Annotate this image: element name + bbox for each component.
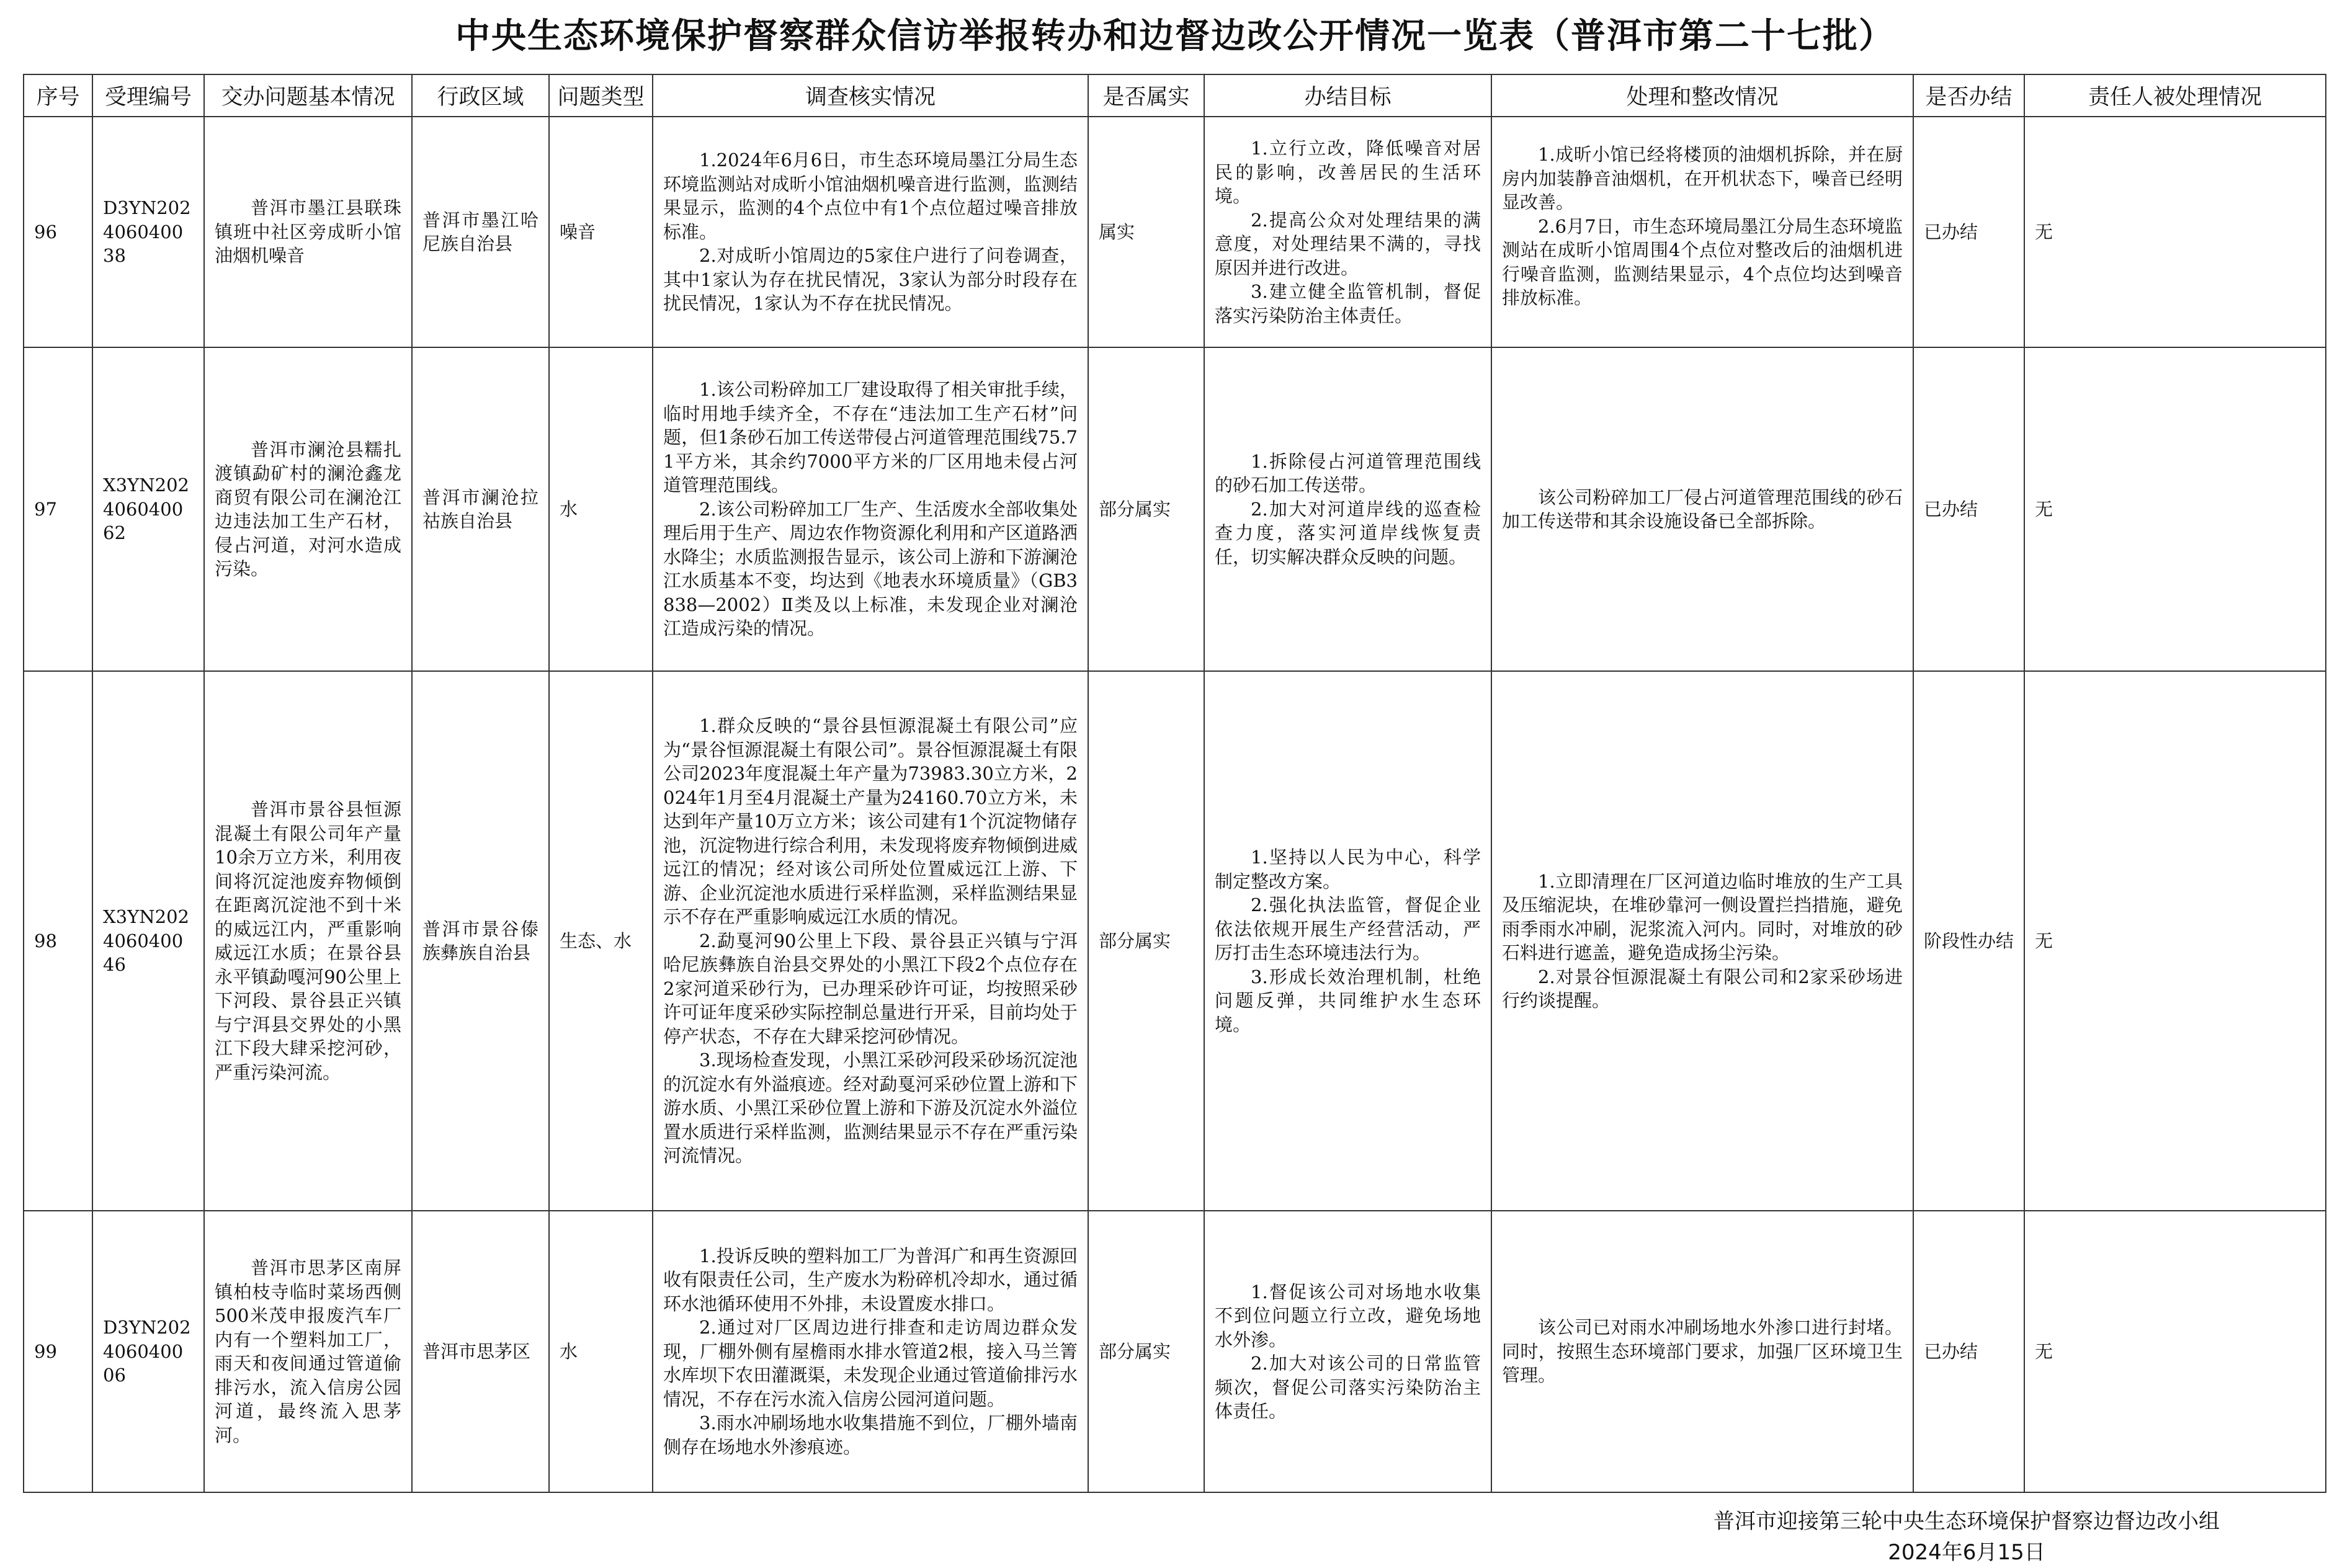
goal-paragraph: 3.建立健全监管机制，督促落实污染防治主体责任。 [1215,281,1481,326]
row-issue: 普洱市澜沧县糯扎渡镇勐矿村的澜沧鑫龙商贸有限公司在澜沧江边违法加工生产石材，侵占河道，对河水造成污染。 [204,347,412,671]
row-issue: 普洱市思茅区南屏镇柏枝寺临时菜场西侧500米茂申报废汽车厂内有一个塑料加工厂，雨天和夜间通过管道偷排污水，流入信房公园河道，最终流入思茅河。 [204,1211,412,1492]
table-row [24,1211,2326,1492]
row-goal [1204,1211,1491,1492]
row-goal [1204,347,1491,671]
footer-date: 2024年6月15日 [1888,1540,2045,1565]
row-goal [1204,671,1491,1211]
investigation-paragraph: 3.现场检查发现，小黑江采砂河段采砂场沉淀池的沉淀水有外溢痕迹。经对勐戛河采砂位置上游和下游水质、小黑江采砂位置上游和下游及沉淀水外溢位置水质进行采样监测，监测结果显示不存在严重污染河流情况。 [663,1049,1078,1167]
row-responsible: 无 [2024,347,2326,671]
investigation-paragraph: 2.通过对厂区周边进行排查和走访周边群众发现，厂棚外侧有屋檐雨水排水管道2根，接入马兰箐水库坝下农田灌溉渠，未发现企业通过管道偷排污水情况，不存在污水流入信房公园河道问题。 [663,1317,1078,1410]
investigation-paragraph: 1.该公司粉碎加工厂建设取得了相关审批手续，临时用地手续齐全，不存在“违法加工生产石材”问题，但1条砂石加工传送带侵占河道管理范围线75.71平方米，其余约7000平方米的厂区用地未侵占河道管理范围线。 [663,379,1078,496]
investigation-paragraph: 2.勐戛河90公里上下段、景谷县正兴镇与宁洱哈尼族彝族自治县交界处的小黑江下段2个点位存在2家河道采砂行为，已办理采砂许可证，均按照采砂许可证年度采砂实际控制总量进行开采，目前均处于停产状态，不存在大肆采挖河砂情况。 [663,930,1078,1047]
row-no: 97 [24,347,92,671]
row-issue: 普洱市景谷县恒源混凝土有限公司年产量10余万立方米，利用夜间将沉淀池废弃物倾倒在距离沉淀池不到十米的威远江内，严重影响威远江水质；在景谷县永平镇勐嘎河90公里上下河段、景谷县正兴镇与宁洱县交界处的小黑江下段大肆采挖河砂，严重污染河流。 [204,671,412,1211]
row-verified: 部分属实 [1088,1211,1204,1492]
goal-paragraph: 3.形成长效治理机制，杜绝问题反弹，共同维护水生态环境。 [1215,966,1481,1035]
row-responsible: 无 [2024,671,2326,1211]
row-type: 水 [549,1211,653,1492]
row-type: 噪音 [549,117,653,347]
table-header-row [24,74,2326,117]
row-no: 96 [24,117,92,347]
row-investigation [653,117,1088,347]
row-region: 普洱市墨江哈尼族自治县 [412,117,549,347]
row-verified: 属实 [1088,117,1204,347]
row-closed: 已办结 [1913,347,2024,671]
investigation-paragraph: 1.群众反映的“景谷县恒源混凝土有限公司”应为“景谷恒源混凝土有限公司”。景谷恒源混凝土有限公司2023年度混凝土年产量为73983.30立方米，2024年1月至4月混凝土产量为24160.70立方米，未达到年产量10万立方米；该公司建有1个沉淀物储存池，沉淀物进行综合利用，未发现将废弃物倾倒进威远江的情况；经对该公司所处位置威远江上游、下游、企业沉淀池水质进行采样监测，采样监测结果显示不存在严重影响威远江水质的情况。 [663,715,1078,928]
goal-paragraph: 1.拆除侵占河道管理范围线的砂石加工传送带。 [1215,450,1481,496]
header-responsible: 责任人被处理情况 [2024,74,2326,117]
handling-paragraph: 1.成昕小馆已经将楼顶的油烟机拆除，并在厨房内加装静音油烟机，在开机状态下，噪音已经明显改善。 [1502,144,1903,213]
row-responsible: 无 [2024,117,2326,347]
row-code: D3YN202406040038 [92,117,204,347]
header-goal: 办结目标 [1204,74,1491,117]
goal-paragraph: 1.坚持以人民为中心，科学制定整改方案。 [1215,847,1481,892]
row-goal [1204,117,1491,347]
investigation-paragraph: 1.投诉反映的塑料加工厂为普洱广和再生资源回收有限责任公司，生产废水为粉碎机冷却水，通过循环水池循环使用不外排，未设置废水排口。 [663,1245,1078,1314]
header-code: 受理编号 [92,74,204,117]
goal-paragraph: 1.督促该公司对场地水收集不到位问题立行立改，避免场地水外渗。 [1215,1281,1481,1350]
row-handling [1491,347,1913,671]
row-verified: 部分属实 [1088,671,1204,1211]
row-handling [1491,671,1913,1211]
row-closed: 已办结 [1913,1211,2024,1492]
header-region: 行政区域 [412,74,549,117]
table-row [24,671,2326,1211]
handling-paragraph: 2.对景谷恒源混凝土有限公司和2家采砂场进行约谈提醒。 [1502,966,1903,1011]
goal-paragraph: 1.立行立改，降低噪音对居民的影响，改善居民的生活环境。 [1215,138,1481,207]
row-investigation [653,347,1088,671]
investigation-paragraph: 2.该公司粉碎加工厂生产、生活废水全部收集处理后用于生产、周边农作物资源化利用和产区道路洒水降尘；水质监测报告显示，该公司上游和下游澜沧江水质基本不变，均达到《地表水环境质量》（GB3838—2002）Ⅱ类及以上标准，未发现企业对澜沧江造成污染的情况。 [663,498,1078,639]
header-closed: 是否办结 [1913,74,2024,117]
row-no: 98 [24,671,92,1211]
row-code: D3YN202406040006 [92,1211,204,1492]
row-type: 生态、水 [549,671,653,1211]
row-closed: 阶段性办结 [1913,671,2024,1211]
row-investigation [653,1211,1088,1492]
row-code: X3YN202406040062 [92,347,204,671]
row-code: X3YN202406040046 [92,671,204,1211]
handling-paragraph: 1.立即清理在厂区河道边临时堆放的生产工具及压缩泥块，在堆砂靠河一侧设置拦挡措施，避免雨季雨水冲刷，泥浆流入河内。同时，对堆放的砂石料进行遮盖，避免造成扬尘污染。 [1502,870,1903,963]
header-verified: 是否属实 [1088,74,1204,117]
header-no: 序号 [24,74,92,117]
row-type: 水 [549,347,653,671]
header-handling: 处理和整改情况 [1491,74,1913,117]
row-investigation [653,671,1088,1211]
goal-paragraph: 2.提高公众对处理结果的满意度，对处理结果不满的，寻找原因并进行改进。 [1215,209,1481,278]
row-closed: 已办结 [1913,117,2024,347]
goal-paragraph: 2.强化执法监管，督促企业依法依规开展生产经营活动，严厉打击生态环境违法行为。 [1215,894,1481,963]
table-row [24,117,2326,347]
investigation-paragraph: 1.2024年6月6日，市生态环境局墨江分局生态环境监测站对成昕小馆油烟机噪音进行监测，监测结果显示，监测的4个点位中有1个点位超过噪音排放标准。 [663,149,1078,243]
table-row [24,347,2326,671]
row-region: 普洱市澜沧拉祜族自治县 [412,347,549,671]
footer-org: 普洱市迎接第三轮中央生态环境保护督察边督边改小组 [1713,1509,2220,1534]
row-responsible: 无 [2024,1211,2326,1492]
header-issue: 交办问题基本情况 [204,74,412,117]
report-table [23,74,2326,1493]
page-title: 中央生态环境保护督察群众信访举报转办和边督边改公开情况一览表（普洱市第二十七批） [455,16,1895,56]
row-no: 99 [24,1211,92,1492]
handling-paragraph: 该公司粉碎加工厂侵占河道管理范围线的砂石加工传送带和其余设施设备已全部拆除。 [1502,486,1903,532]
handling-paragraph: 2.6月7日，市生态环境局墨江分局生态环境监测站在成昕小馆周围4个点位对整改后的油烟机进行噪音监测，监测结果显示，4个点位均达到噪音排放标准。 [1502,215,1903,309]
row-issue: 普洱市墨江县联珠镇班中社区旁成昕小馆油烟机噪音 [204,117,412,347]
header-investigation: 调查核实情况 [653,74,1088,117]
row-handling [1491,1211,1913,1492]
footer-signature [1675,1506,2258,1568]
header-type: 问题类型 [549,74,653,117]
row-verified: 部分属实 [1088,347,1204,671]
row-handling [1491,117,1913,347]
handling-paragraph: 该公司已对雨水冲刷场地水外渗口进行封堵。同时，按照生态环境部门要求，加强厂区环境卫生管理。 [1502,1317,1903,1386]
row-region: 普洱市景谷傣族彝族自治县 [412,671,549,1211]
row-region: 普洱市思茅区 [412,1211,549,1492]
goal-paragraph: 2.加大对河道岸线的巡查检查力度，落实河道岸线恢复责任，切实解决群众反映的问题。 [1215,498,1481,568]
investigation-paragraph: 2.对成昕小馆周边的5家住户进行了问卷调查，其中1家认为存在扰民情况，3家认为部分时段存在扰民情况，1家认为不存在扰民情况。 [663,245,1078,314]
investigation-paragraph: 3.雨水冲刷场地水收集措施不到位，厂棚外墙南侧存在场地水外渗痕迹。 [663,1412,1078,1458]
goal-paragraph: 2.加大对该公司的日常监管频次，督促公司落实污染防治主体责任。 [1215,1353,1481,1422]
